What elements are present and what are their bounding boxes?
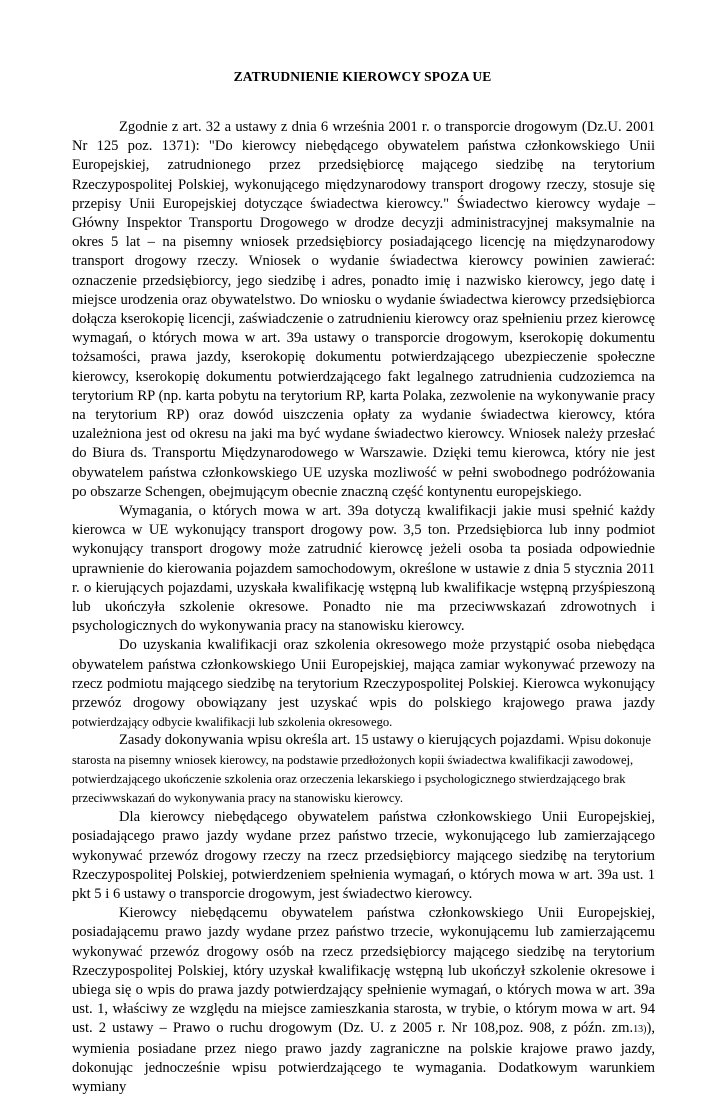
passenger-transport-text-cont: ), wymienia posiadane przez niego prawo jazdy zagraniczne na polskie krajowe prawo jazdy, dokonując jednocześnie wpisu potwierdzającego te wymagania. Dodatkowym warunkiem wymiany [72,1020,655,1095]
passenger-transport-text: Kierowcy niebędącemu obywatelem państwa członkowskiego Unii Europejskiej, posiadającemu prawo jazdy wydane przez państwo trzecie, wykonującemu lub zamierzającemu wykonywać przewóz drogowy osób na rzecz przedsiębiorcy mającego siedzibę na terytorium Rzeczypospolitej Polskiej, który uzyskał kwalifikację wstępną lub ukończył szkolenie okresowe i ubiega się o wpis do prawa jazdy potwierdzający spełnienie wymagań, o których mowa w art. 39a ust. 1, właściwy ze względu na miejsce zamieszkania starosta, w trybie, o którym mowa w art. 94 ust. 2 ustawy – Prawo o ruchu drogowym (Dz. U. z 2005 r. Nr 108,poz. 908, z późn. zm. [72,905,655,1037]
footnote-reference: 13) [633,1024,647,1036]
paragraph-entry-rules [72,731,655,808]
paragraph-driver-certificate: Zgodnie z art. 32 a ustawy z dnia 6 września 2001 r. o transporcie drogowym (Dz.U. 2001 Nr 125 poz. 1371): "Do kierowcy niebędącego obywatelem państwa członkowskiego Unii Europejskiej, zatrudnionego przez przedsiębiorcę mającego siedzibę na terytorium Rzeczypospolitej Polskiej, wykonującego międzynarodowy transport drogowy rzeczy, stosuje się przepisy Unii Europejskiej dotyczące świadectwa kierowcy." Świadectwo kierowcy wydaje – Główny Inspektor Transportu Drogowego w drodze decyzji administracyjnej maksymalnie na okres 5 lat – na pisemny wniosek przedsiębiorcy posiadającego licencję na międzynarodowy transport drogowy rzeczy. Wniosek o wydanie świadectwa kierowcy powinien zawierać: oznaczenie przedsiębiorcy, jego siedzibę i adres, ponadto imię i nazwisko kierowcy, jego datę i miejsce urodzenia oraz obywatelstwo. Do wniosku o wydanie świadectwa kierowcy przedsiębiorca dołącza kserokopię licencji, zaświadczenie o zatrudnieniu kierowcy oraz spełnieniu przez kierowcę wymagań, o których mowa w art. 39a ustawy o transporcie drogowym, kserokopię dokumentu tożsamości, prawa jazdy, kserokopię dokumentu potwierdzającego ubezpieczenie społeczne kierowcy, kserokopię dokumentu potwierdzającego fakt legalnego zatrudnienia cudzoziemca na terytorium RP (np. karta pobytu na terytorium RP, karta Polaka, zezwolenie na wykonywanie pracy na terytorium RP) oraz dowód uiszczenia opłaty za wydanie świadectwa kierowcy, która uzależniona jest od okresu na jaki ma być wydane świadectwo kierowcy. Wniosek należy przesłać do Biura ds. Transportu Międzynarodowego w Warszawie. Dzięki temu kierowca, który nie jest obywatelem państwa członkowskiego UE uzyska mozliwość w pełni swobodnego podróżowania po obszarze Schengen, obejmującym obecnie znaczną część kontynentu europejskiego. [72,119,655,500]
entry-rules-detail: Wpisu dokonuje starosta na pisemny wniosek kierowcy, na podstawie przedłożonych kopii świadectwa kwalifikacji zawodowej, potwierdzającego ukończenie szkolenia oraz orzeczenia lekarskiego i psychologicznego stwierdzającego brak przeciwwskazań do wykonywania pracy na stanowisku kierowcy. [72,733,651,805]
paragraph-qualification-access: Do uzyskania kwalifikacji oraz szkolenia okresowego może przystąpić osoba niebędąca obywatelem państwa członkowskiego Unii Europejskiej, mająca zamiar wykonywać przewozy na rzecz podmiotu mającego siedzibę na terytorium Rzeczypospolitej Polskiej. Kierowca wykonujący przewóz drogowy obowiązany jest uzyskać wpis do polskiego krajowego prawa jazdy [72,637,655,712]
paragraph-goods-transport: Dla kierowcy niebędącego obywatelem państwa członkowskiego Unii Europejskiej, posiadającego prawo jazdy wydane przez państwo trzecie, wykonującego lub zamierzającego wykonywać przewóz drogowy rzeczy na rzecz przedsiębiorcy mającego siedzibę na terytorium Rzeczypospolitej Polskiej, potwierdzeniem spełnienia wymagań, o których mowa w art. 39a ust. 1 pkt 5 i 6 ustawy o transporcie drogowym, jest świadectwo kierowcy. [72,809,655,902]
document-title: ZATRUDNIENIE KIEROWCY SPOZA UE [233,69,492,84]
paragraph-passenger-transport [72,904,655,1097]
paragraph-qualification-access-end: potwierdzający odbycie kwalifikacji lub szkolenia okresowego. [72,715,393,730]
paragraph-qualification-requirements: Wymagania, o których mowa w art. 39a dotyczą kwalifikacji jakie musi spełnić każdy kierowca w UE wykonujący transport drogowy pow. 3,5 ton. Przedsiębiorca lub inny podmiot wykonujący transport drogowy może zatrudnić kierowcę jeżeli osoba ta posiada odpowiednie uprawnienie do kierowania pojazdem samochodowym, określone w ustawie z dnia 5 stycznia 2011 r. o kierujących pojazdami, uzyskała kwalifikację wstępną lub kwalifikacje wstępną przyśpieszoną lub ukończyła szkolenie okresowe. Ponadto nie ma przeciwwskazań zdrowotnych i psychologicznych do wykonywania pracy na stanowisku kierowcy. [72,503,655,635]
document-body [72,118,655,1097]
entry-rules-lead: Zasady dokonywania wpisu określa art. 15 ustawy o kierujących pojazdami. [119,732,565,749]
